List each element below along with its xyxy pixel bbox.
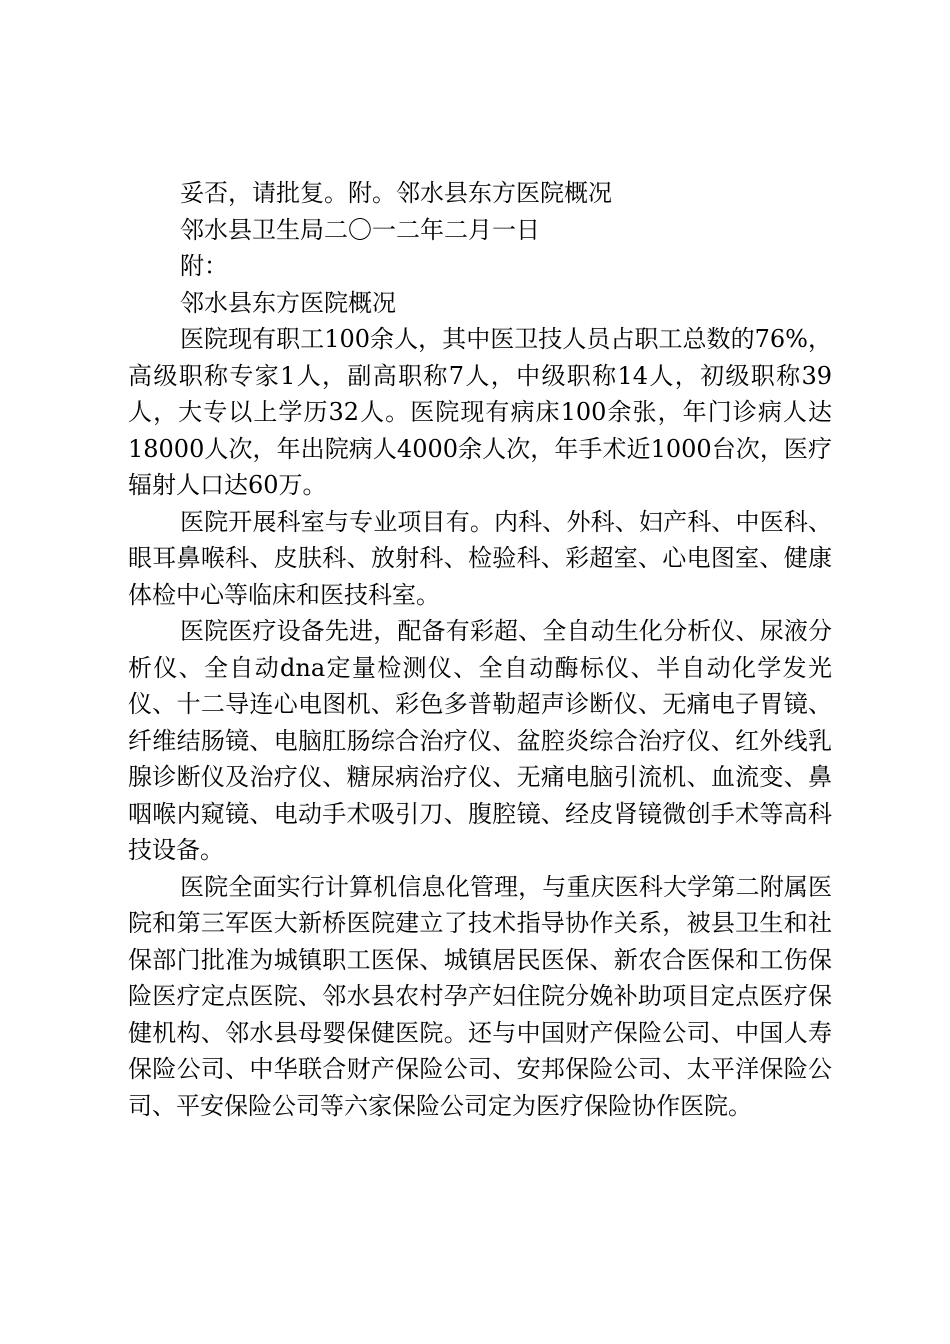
attachment-label: 附： xyxy=(180,252,228,280)
closing-line: 妥否，请批复。附。邻水县东方医院概况 xyxy=(180,179,612,207)
paragraph-management: 医院全面实行计算机信息化管理，与重庆医科大学第二附属医院和第三军医大新桥医院建立了技术指导协作关系，被县卫生和社保部门批准为城镇职工医保、城镇居民医保、新农合医保和工伤保险医疗定点医院、邻水县农村孕产妇住院分娩补助项目定点医疗保健机构、邻水县母婴保健医院。还与中国财产保险公司、中国人寿保险公司、中华联合财产保险公司、安邦保险公司、太平洋保险公司、平安保险公司等六家保险公司定为医疗保险协作医院。 xyxy=(128,872,832,1120)
paragraph-equipment: 医院医疗设备先进，配备有彩超、全自动生化分析仪、尿液分析仪、全自动dna定量检测仪、全自动酶标仪、半自动化学发光仪、十二导连心电图机、彩色多普勒超声诊断仪、无痛电子胃镜、纤维结肠镜、电脑肛肠综合治疗仪、盆腔炎综合治疗仪、红外线乳腺诊断仪及治疗仪、糖尿病治疗仪、无痛电脑引流机、血流变、鼻咽喉内窥镜、电动手术吸引刀、腹腔镜、经皮肾镜微创手术等高科技设备。 xyxy=(128,617,832,864)
paragraph-staff: 医院现有职工100余人，其中医卫技人员占职工总数的76%，高级职称专家1人，副高职称7人，中级职称14人，初级职称39人，大专以上学历32人。医院现有病床100余张，年门诊病人达18000人次，年出院病人4000余人次，年手术近1000台次，医疗辐射人口达60万。 xyxy=(128,325,832,499)
paragraph-departments: 医院开展科室与专业项目有。内科、外科、妇产科、中医科、眼耳鼻喉科、皮肤科、放射科、检验科、彩超室、心电图室、健康体检中心等临床和医技科室。 xyxy=(128,507,832,609)
document-body xyxy=(128,175,832,1124)
attachment-title: 邻水县东方医院概况 xyxy=(180,288,396,317)
signature-line: 邻水县卫生局二〇一二年二月一日 xyxy=(180,215,540,244)
